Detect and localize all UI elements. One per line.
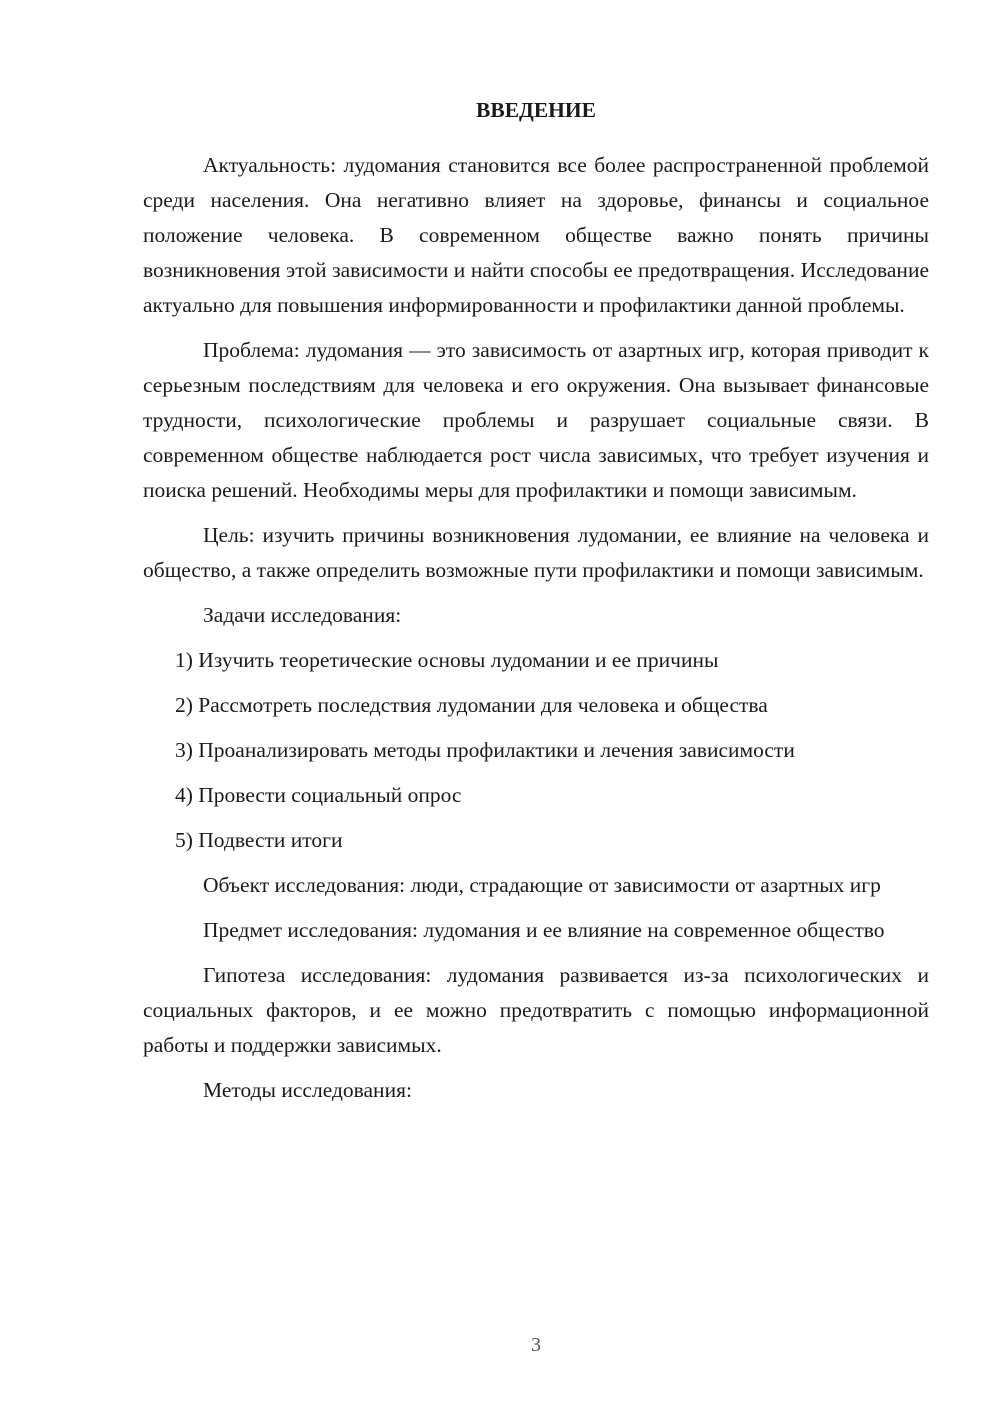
task-item: 1) Изучить теоретические основы лудомании и ее причины [175, 648, 719, 672]
hypothesis-paragraph: Гипотеза исследования: лудомания развивается из-за психологических и социальных факторов, и ее можно предотвратить с помощью информационной работы и поддержки зависимых. [143, 963, 929, 1057]
task-item: 5) Подвести итоги [175, 828, 343, 852]
tasks-label: Задачи исследования: [203, 603, 402, 627]
object-paragraph: Объект исследования: люди, страдающие от зависимости от азартных игр [203, 873, 881, 897]
relevance-paragraph: Актуальность: лудомания становится все более распространенной проблемой среди населения. Она негативно влияет на здоровье, финансы и социальное положение человека. В современном обществе важно понять причины возникновения этой зависимости и найти способы ее предотвращения. Исследование актуально для повышения информированности и профилактики данной проблемы. [143, 153, 929, 317]
methods-label: Методы исследования: [203, 1078, 412, 1102]
task-item: 3) Проанализировать методы профилактики и лечения зависимости [175, 738, 795, 762]
document-page [143, 92, 929, 1118]
tasks-list [143, 643, 929, 858]
task-item: 2) Рассмотреть последствия лудомании для человека и общества [175, 693, 768, 717]
goal-paragraph: Цель: изучить причины возникновения лудомании, ее влияние на человека и общество, а также определить возможные пути профилактики и помощи зависимым. [143, 523, 929, 582]
section-heading: ВВЕДЕНИЕ [476, 98, 596, 122]
page-number: 3 [531, 1334, 541, 1356]
task-item: 4) Провести социальный опрос [175, 783, 462, 807]
problem-paragraph: Проблема: лудомания — это зависимость от азартных игр, которая приводит к серьезным последствиям для человека и его окружения. Она вызывает финансовые трудности, психологические проблемы и разрушает социальные связи. В современном обществе наблюдается рост числа зависимых, что требует изучения и поиска решений. Необходимы меры для профилактики и помощи зависимым. [143, 338, 929, 502]
subject-paragraph: Предмет исследования: лудомания и ее влияние на современное общество [203, 918, 885, 942]
